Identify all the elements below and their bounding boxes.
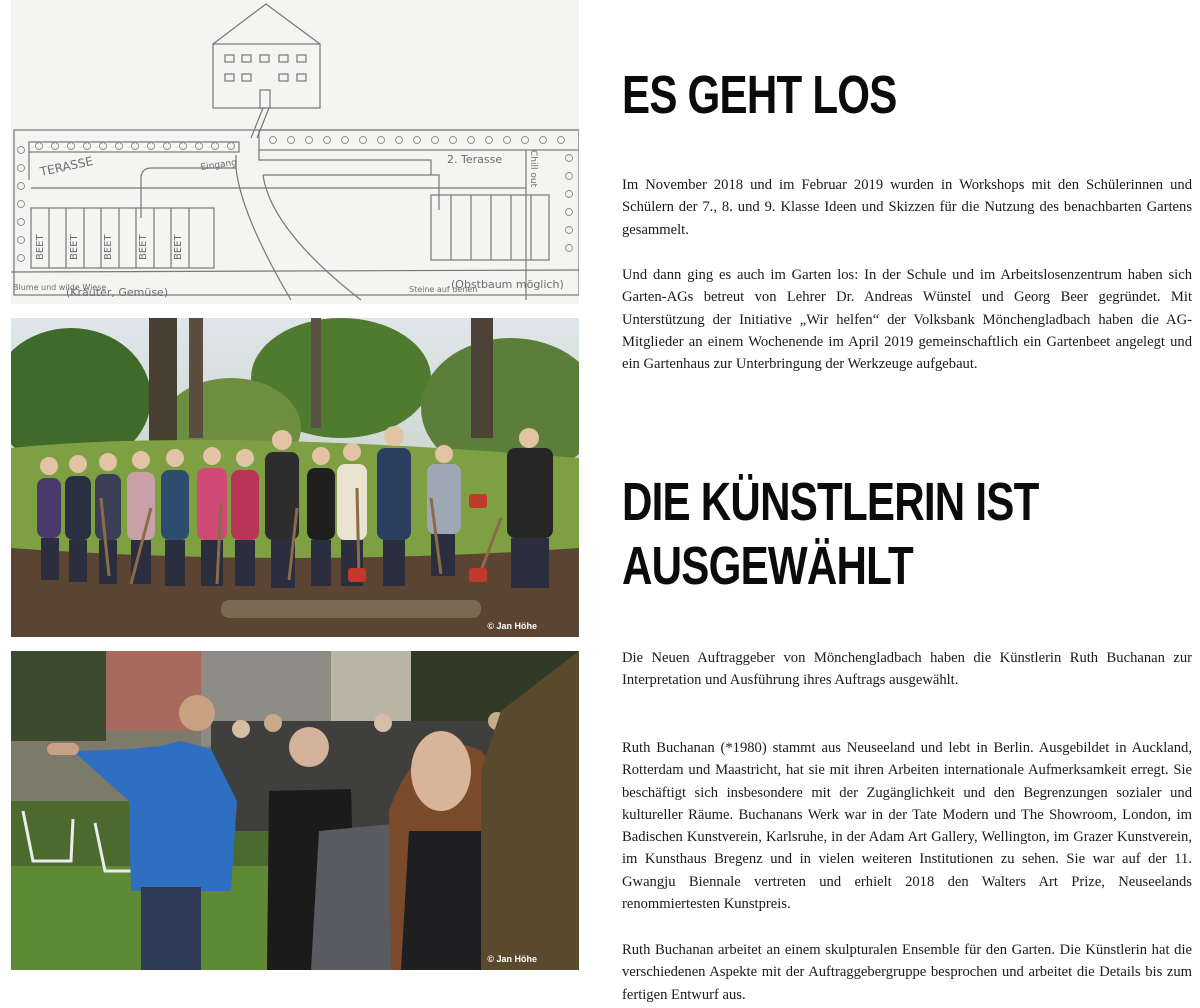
- sketch-label-beet: BEET: [103, 234, 114, 260]
- sketch-label-chill: Chill out: [528, 150, 538, 188]
- sketch-label-beet: BEET: [35, 234, 46, 260]
- paragraph: Im November 2018 und im Februar 2019 wurden in Workshops mit den Schülerinnen und Schülern der 7., 8. und 9. Klasse Ideen und Skizzen für die Nutzung des benachbarten Gartens gesammelt.: [622, 177, 1192, 238]
- sketch-label-terasse2: 2. Terasse: [447, 153, 503, 166]
- paragraph: Ruth Buchanan arbeitet an einem skulpturalen Ensemble für den Garten. Die Künstlerin hat die verschiedenen Aspekte mit der Auftraggebergruppe besprochen und arbeitet die Details bis zum fertigen Entwurf aus.: [622, 942, 1192, 1003]
- heading-line: DIE KÜNSTLERIN IST: [622, 472, 1039, 532]
- sketch-label-steine: Steine auf denen: [409, 285, 478, 294]
- sketch-label-beet: BEET: [69, 234, 80, 260]
- heading-line: AUSGEWÄHLT: [622, 536, 913, 596]
- sketch-drawing: [11, 0, 579, 304]
- section-heading-kuenstlerin: [622, 470, 1039, 598]
- photo-credit: © Jan Höhe: [487, 621, 537, 631]
- photo-credit: © Jan Höhe: [487, 954, 537, 964]
- group-photo-image: [11, 318, 579, 637]
- sketch-label-kraeuter: (Kräuter, Gemüse): [66, 286, 169, 299]
- paragraph: Und dann ging es auch im Garten los: In der Schule und im Arbeitslosenzentrum haben sich Garten-AGs betreut von Lehrer Dr. Andreas Wünstel und Georg Beer gegründet. Mit Unterstützung der Initiative „Wir helfen“ der Volksbank Mönchengladbach haben die AG-Mitglieder an einem Wochenende im April 2019 gemeinschaftlich ein Gartenbeet angelegt und ein Gartenhaus zur Unterbringung der Werkzeuge aufgebaut.: [622, 267, 1192, 373]
- sketch-label-terasse: TERASSE: [38, 154, 95, 179]
- sketch-label-eingang: Eingang: [200, 157, 238, 173]
- sketch-label-beet: BEET: [173, 234, 184, 260]
- sketch-label-obst: (Obstbaum möglich): [451, 278, 564, 291]
- garden-tour-photo[interactable]: [11, 651, 579, 970]
- section-heading-es-geht-los: ES GEHT LOS: [622, 65, 897, 125]
- tour-photo-image: [11, 651, 579, 970]
- garden-work-group-photo[interactable]: [11, 318, 579, 637]
- paragraph: Die Neuen Auftraggeber von Mönchengladbach haben die Künstlerin Ruth Buchanan zur Interpretation und Ausführung ihres Auftrags ausgewählt.: [622, 650, 1192, 689]
- garden-plan-sketch[interactable]: [11, 0, 579, 304]
- paragraph: Ruth Buchanan (*1980) stammt aus Neuseeland und lebt in Berlin. Ausgebildet in Auckland, Rotterdam und Maastricht, hat sie mit ihren Arbeiten internationale Aufmerksamkeit erregt. Sie beschäftigt sich insbesondere mit der Zugänglichkeit und den Begrenzungen sozialer und kultureller Räume. Buchanans Werk war in der Tate Modern und The Showroom, London, im Badischen Kunstverein, Karlsruhe, in der Adam Art Gallery, Wellington, im Grazer Kunstverein, im Kunsthaus Bregenz und in vielen weiteren Institutionen zu sehen. Sie war auf der 11. Gwangju Biennale vertreten und erhielt 2018 den Walters Art Prize, Neuseelands renommiertesten Kunstpreis.: [622, 740, 1192, 913]
- sketch-label-blume: Blume und wilde Wiese: [13, 283, 107, 292]
- sketch-label-beet: BEET: [138, 234, 149, 260]
